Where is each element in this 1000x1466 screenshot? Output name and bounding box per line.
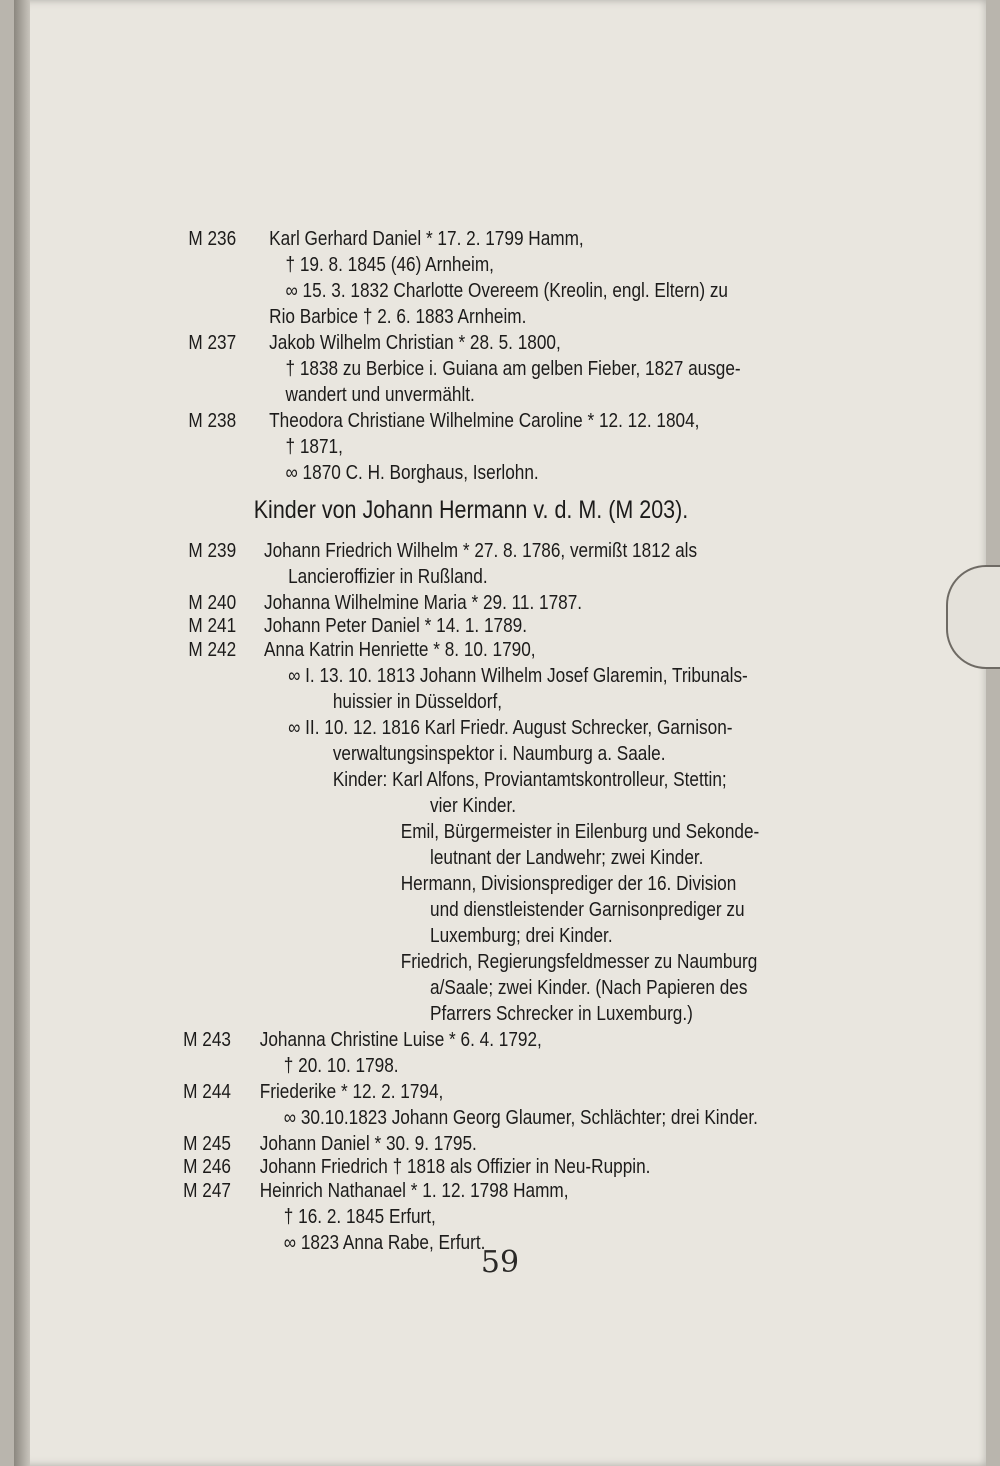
entry-line: Rio Barbice † 2. 6. 1883 Arnheim. bbox=[269, 306, 527, 328]
entry-line: Kinder: Karl Alfons, Proviantamtskontrolleur, Stettin; bbox=[332, 769, 727, 791]
entry-line: † 19. 8. 1845 (46) Arnheim, bbox=[285, 254, 494, 276]
entry-line: † 20. 10. 1798. bbox=[283, 1055, 399, 1077]
entry-line: † 16. 2. 1845 Erfurt, bbox=[283, 1206, 436, 1228]
entry-line: Pfarrers Schrecker in Luxemburg.) bbox=[430, 1003, 693, 1025]
entry-line: a/Saale; zwei Kinder. (Nach Papieren des bbox=[430, 977, 748, 999]
entry-line: Friedrich, Regierungsfeldmesser zu Naumburg bbox=[400, 951, 758, 973]
entry-line: ∞ II. 10. 12. 1816 Karl Friedr. August Schrecker, Garnison- bbox=[288, 717, 733, 739]
entry-code: M 238 bbox=[188, 410, 237, 432]
entry-code: M 240 bbox=[188, 592, 237, 614]
entry-line: Johann Daniel * 30. 9. 1795. bbox=[259, 1133, 477, 1155]
entry-line: ∞ 1870 C. H. Borghaus, Iserlohn. bbox=[285, 462, 539, 484]
entry-line: Johann Peter Daniel * 14. 1. 1789. bbox=[264, 615, 527, 637]
entry-line: Johann Friedrich † 1818 als Offizier in Neu-Ruppin. bbox=[259, 1156, 651, 1178]
entry-code: M 243 bbox=[183, 1029, 231, 1051]
entry-line: Emil, Bürgermeister in Eilenburg und Sekonde- bbox=[400, 821, 760, 843]
page-tab bbox=[946, 565, 1000, 669]
entry-line: Theodora Christiane Wilhelmine Caroline * 12. 12. 1804, bbox=[269, 410, 700, 432]
entry-line: ∞ I. 13. 10. 1813 Johann Wilhelm Josef Glaremin, Tribunals- bbox=[288, 665, 748, 687]
entry-code: M 241 bbox=[188, 615, 237, 637]
entry-line: Karl Gerhard Daniel * 17. 2. 1799 Hamm, bbox=[269, 228, 584, 250]
entry-code: M 246 bbox=[183, 1156, 231, 1178]
entry-line: und dienstleistender Garnisonprediger zu bbox=[430, 899, 745, 921]
entry-code: M 236 bbox=[188, 228, 237, 250]
entry-code: M 244 bbox=[183, 1081, 231, 1103]
entry-line: † 1838 zu Berbice i. Guiana am gelben Fieber, 1827 ausge- bbox=[285, 358, 741, 380]
entry-code: M 247 bbox=[183, 1180, 231, 1202]
entry-code: M 239 bbox=[188, 540, 237, 562]
entry-line: wandert und unvermählt. bbox=[285, 384, 475, 406]
entry-line: huissier in Düsseldorf, bbox=[332, 691, 503, 713]
entry-line: Johann Friedrich Wilhelm * 27. 8. 1786, vermißt 1812 als bbox=[264, 540, 698, 562]
entry-line: Johanna Christine Luise * 6. 4. 1792, bbox=[259, 1029, 542, 1051]
entry-line: Anna Katrin Henriette * 8. 10. 1790, bbox=[264, 639, 536, 661]
section-heading: Kinder von Johann Hermann v. d. M. (M 203). bbox=[253, 496, 689, 524]
entry-line: vier Kinder. bbox=[430, 795, 517, 817]
entry-line: leutnant der Landwehr; zwei Kinder. bbox=[430, 847, 704, 869]
entry-line: † 1871, bbox=[285, 436, 343, 458]
entry-line: ∞ 30.10.1823 Johann Georg Glaumer, Schlächter; drei Kinder. bbox=[283, 1107, 758, 1129]
entry-code: M 237 bbox=[188, 332, 237, 354]
entry-line: Heinrich Nathanael * 1. 12. 1798 Hamm, bbox=[259, 1180, 569, 1202]
entry-line: Friederike * 12. 2. 1794, bbox=[259, 1081, 444, 1103]
entry-line: Hermann, Divisionsprediger der 16. Division bbox=[400, 873, 737, 895]
entry-line: ∞ 15. 3. 1832 Charlotte Overeem (Kreolin, engl. Eltern) zu bbox=[285, 280, 729, 302]
page-number: 59 bbox=[480, 1245, 520, 1280]
entry-code: M 245 bbox=[183, 1133, 231, 1155]
entry-line: Jakob Wilhelm Christian * 28. 5. 1800, bbox=[269, 332, 561, 354]
entry-line: Luxemburg; drei Kinder. bbox=[430, 925, 613, 947]
entry-line: verwaltungsinspektor i. Naumburg a. Saale. bbox=[332, 743, 666, 765]
entry-line: Lancieroffizier in Rußland. bbox=[288, 566, 488, 588]
entry-line: ∞ 1823 Anna Rabe, Erfurt. bbox=[283, 1232, 486, 1254]
entry-line: Johanna Wilhelmine Maria * 29. 11. 1787. bbox=[264, 592, 583, 614]
entry-code: M 242 bbox=[188, 639, 237, 661]
